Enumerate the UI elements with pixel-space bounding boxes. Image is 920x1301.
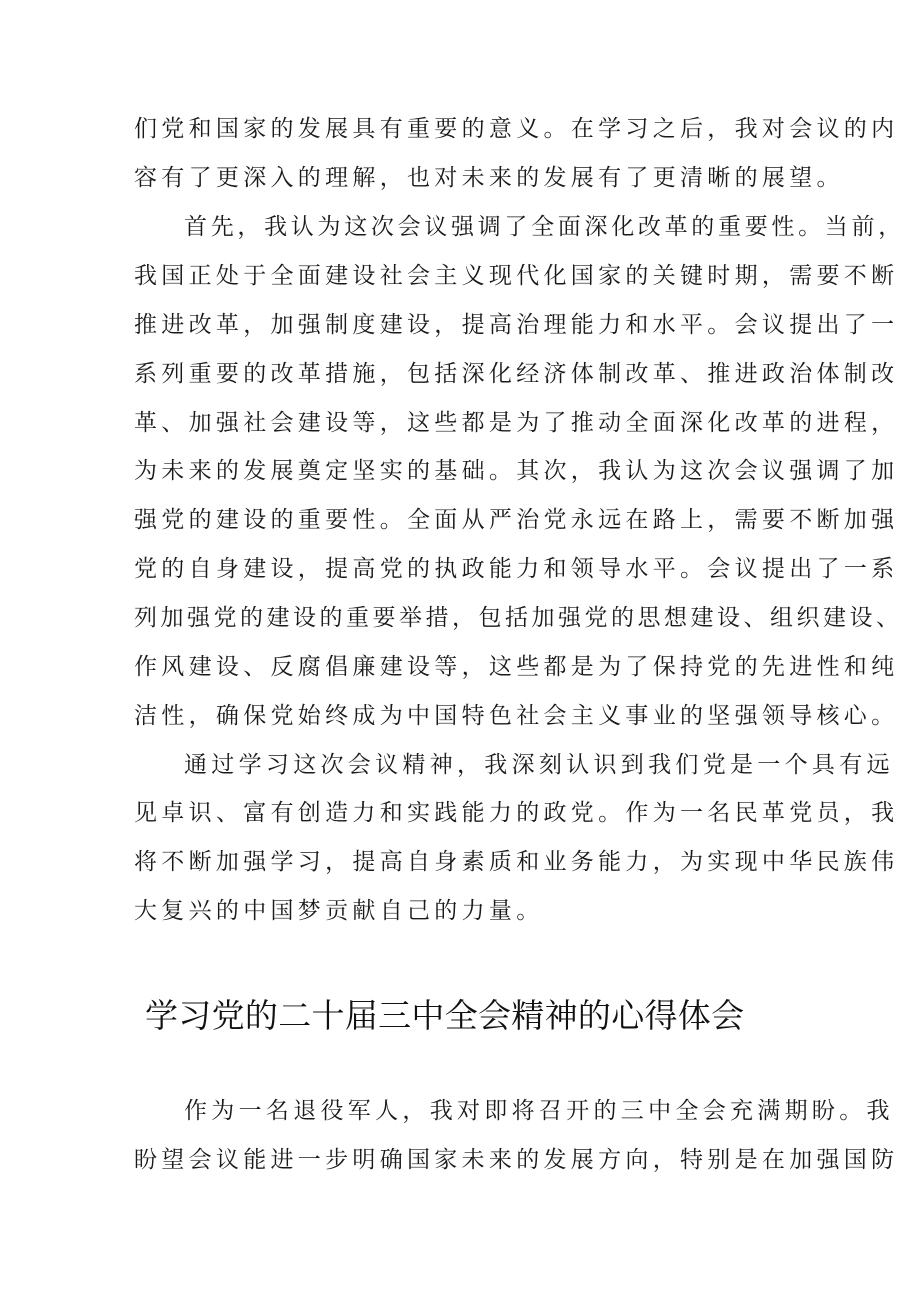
text-line: 大复兴的中国梦贡献自己的力量。 bbox=[134, 898, 544, 924]
text-line: 将不断加强学习，提高自身素质和业务能力，为实现中华民族伟 bbox=[134, 849, 899, 875]
text-line: 为未来的发展奠定坚实的基础。其次，我认为这次会议强调了加 bbox=[134, 458, 899, 484]
section-heading: 学习党的二十届三中全会精神的心得体会 bbox=[145, 996, 745, 1035]
text-line: 们党和国家的发展具有重要的意义。在学习之后，我对会议的内 bbox=[134, 116, 899, 142]
text-line: 列加强党的建设的重要举措，包括加强党的思想建设、组织建设、 bbox=[134, 605, 903, 631]
text-line: 革、加强社会建设等，这些都是为了推动全面深化改革的进程， bbox=[134, 410, 899, 436]
text-line: 推进改革，加强制度建设，提高治理能力和水平。会议提出了一 bbox=[134, 312, 899, 338]
text-line: 盼望会议能进一步明确国家未来的发展方向，特别是在加强国防 bbox=[134, 1147, 899, 1173]
text-line: 党的自身建设，提高党的执政能力和领导水平。会议提出了一系 bbox=[134, 556, 899, 582]
text-line: 洁性，确保党始终成为中国特色社会主义事业的坚强领导核心。 bbox=[134, 703, 899, 729]
paragraph-start-line: 通过学习这次会议精神，我深刻认识到我们党是一个具有远 bbox=[184, 752, 894, 778]
text-line: 作风建设、反腐倡廉建设等，这些都是为了保持党的先进性和纯 bbox=[134, 654, 899, 680]
text-line: 系列重要的改革措施，包括深化经济体制改革、推进政治体制改 bbox=[134, 361, 899, 387]
text-line: 见卓识、富有创造力和实践能力的政党。作为一名民革党员，我 bbox=[134, 800, 899, 826]
text-line: 我国正处于全面建设社会主义现代化国家的关键时期，需要不断 bbox=[134, 263, 899, 289]
text-line: 容有了更深入的理解，也对未来的发展有了更清晰的展望。 bbox=[134, 165, 844, 191]
text-line: 强党的建设的重要性。全面从严治党永远在路上，需要不断加强 bbox=[134, 507, 899, 533]
paragraph-start-line: 首先，我认为这次会议强调了全面深化改革的重要性。当前， bbox=[184, 214, 905, 240]
paragraph-start-line: 作为一名退役军人，我对即将召开的三中全会充满期盼。我 bbox=[184, 1098, 894, 1124]
